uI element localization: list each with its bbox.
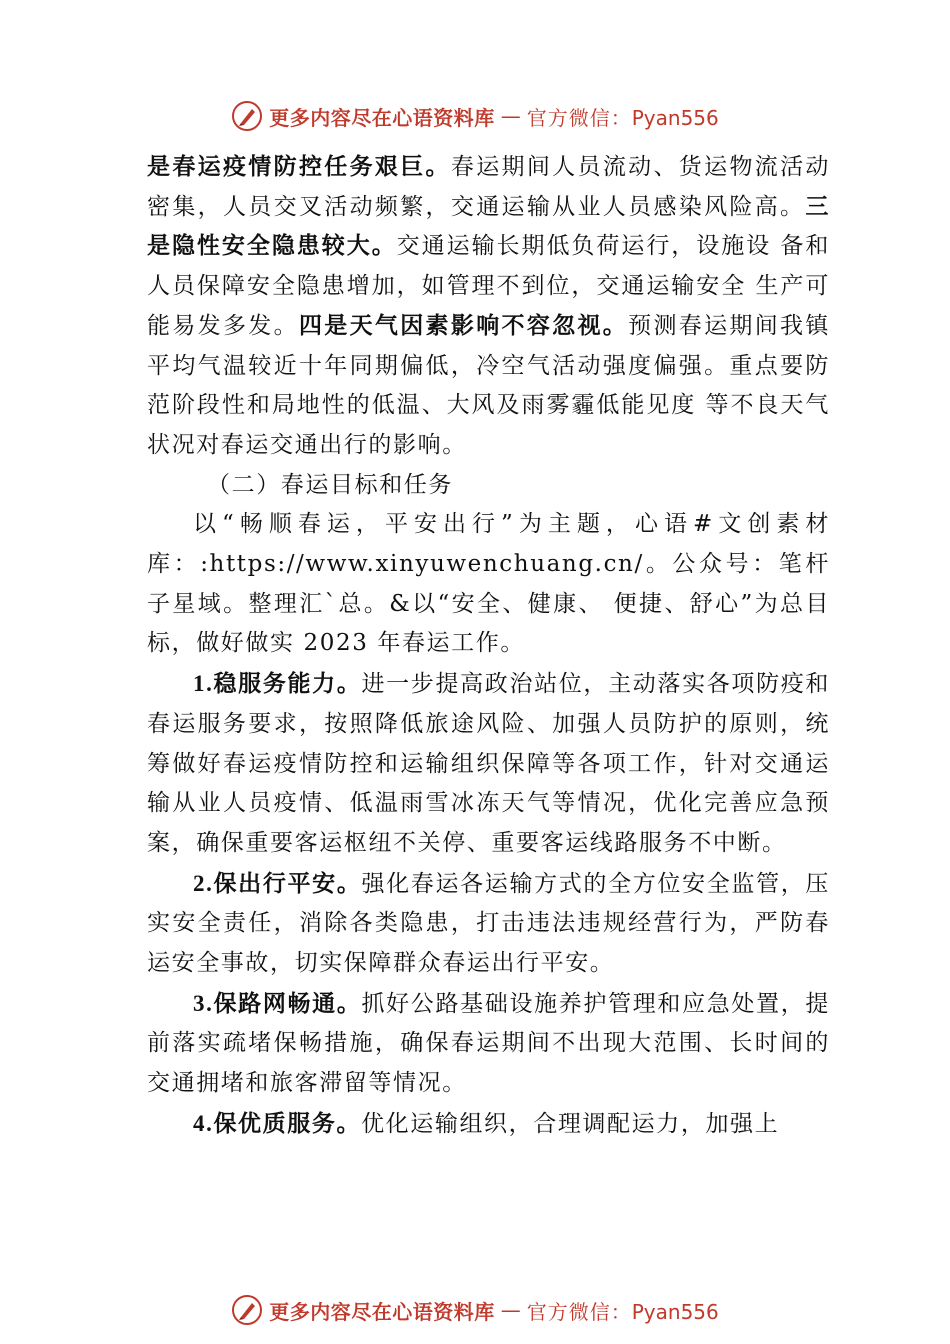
banner-wechat-id: Pyan556 xyxy=(631,1299,719,1324)
item-title: 保路网畅通。 xyxy=(213,990,362,1017)
document-body xyxy=(147,148,830,1145)
risk-point-2-title: 是春运疫情防控任务艰巨。 xyxy=(147,154,451,180)
item-text: 抓好公路基础设施养护管理和应急处置，提前落实疏堵保畅措施，确保春运期间不出现大范围、长时间的交通拥堵和旅客滞留等情况。 xyxy=(147,990,830,1097)
item-number: 1. xyxy=(193,671,214,697)
banner-official-label: 官方微信： xyxy=(526,1299,632,1324)
item-text: 强化春运各运输方式的全方位安全监管，压实安全责任，消除各类隐患，打击违法违规经营行为，严防春运安全事故，切实保障群众春运出行平安。 xyxy=(147,870,830,977)
list-item xyxy=(147,664,830,864)
banner-main-text: 更多内容尽在心语资料库 xyxy=(269,1299,495,1324)
item-text: 进一步提高政治站位，主动落实各项防疫和春运服务要求，按照降低旅途风险、加强人员防护的原则，统筹做好春运疫情防控和运输组织保障等各项工作，针对交通运输从业人员疫情、低温雨雪冰冻天气等情况，优化完善应急预案，确保重要客运枢纽不关停、重要客运线路服务不中断。 xyxy=(147,671,830,856)
banner-separator: — xyxy=(500,104,521,128)
banner-wechat-id: Pyan556 xyxy=(631,105,719,130)
item-number: 2. xyxy=(193,870,214,896)
item-title: 保出行平安。 xyxy=(213,870,362,897)
banner-wechat xyxy=(527,1296,719,1325)
risk-point-2-text: 春运期间人员流动、货运物流活动密集，人员交叉活动频繁，交通运输从业人员感染风险高。 xyxy=(147,154,831,220)
item-number: 3. xyxy=(193,990,214,1016)
risk-point-4-text: 预测春运期间我镇平均气温较近十年同期偏低，冷空气活动强度偏强。重点要防范阶段性和局地性的低温、大风及雨雾霾低能见度 等不良天气状况对春运交通出行的影响。 xyxy=(147,312,830,458)
item-text: 优化运输组织，合理调配运力，加强上 xyxy=(361,1110,780,1137)
watermark-banner-top xyxy=(0,96,950,136)
banner-main-text: 更多内容尽在心语资料库 xyxy=(269,105,495,130)
risk-point-3-text: 交通运输长期低负荷运行，设施设 备和人员保障安全隐患增加，如管理不到位，交通运输安全 生产可能易发多发。 xyxy=(147,233,831,339)
risk-point-4-title: 四是天气因素影响不容忽视。 xyxy=(298,312,629,339)
paragraph-risks xyxy=(147,148,830,466)
risk-point-3-title: 三是隐性安全隐患较大。 xyxy=(147,193,830,260)
paragraph-goals: 以“畅顺春运，平安出行”为主题，心语#文创素材库：:https://www.xinyuwenchuang.cn/。公众号：笔杆子星域。整理汇`总。&以“安全、健康、 便捷、舒心”为总目标，做好做实 2023 年春运工作。 xyxy=(147,511,830,657)
list-item xyxy=(147,984,830,1104)
banner-wechat xyxy=(527,102,719,131)
list-item xyxy=(147,1104,830,1145)
banner-separator: — xyxy=(500,1298,521,1322)
section-heading: （二）春运目标和任务 xyxy=(207,471,453,498)
watermark-banner-bottom xyxy=(0,1290,950,1330)
list-item xyxy=(147,864,830,984)
item-title: 稳服务能力。 xyxy=(213,671,362,698)
item-number: 4. xyxy=(193,1110,214,1136)
item-title: 保优质服务。 xyxy=(213,1110,362,1137)
pen-nib-logo-icon xyxy=(231,100,263,132)
banner-official-label: 官方微信： xyxy=(526,105,632,130)
pen-nib-logo-icon xyxy=(231,1294,263,1326)
